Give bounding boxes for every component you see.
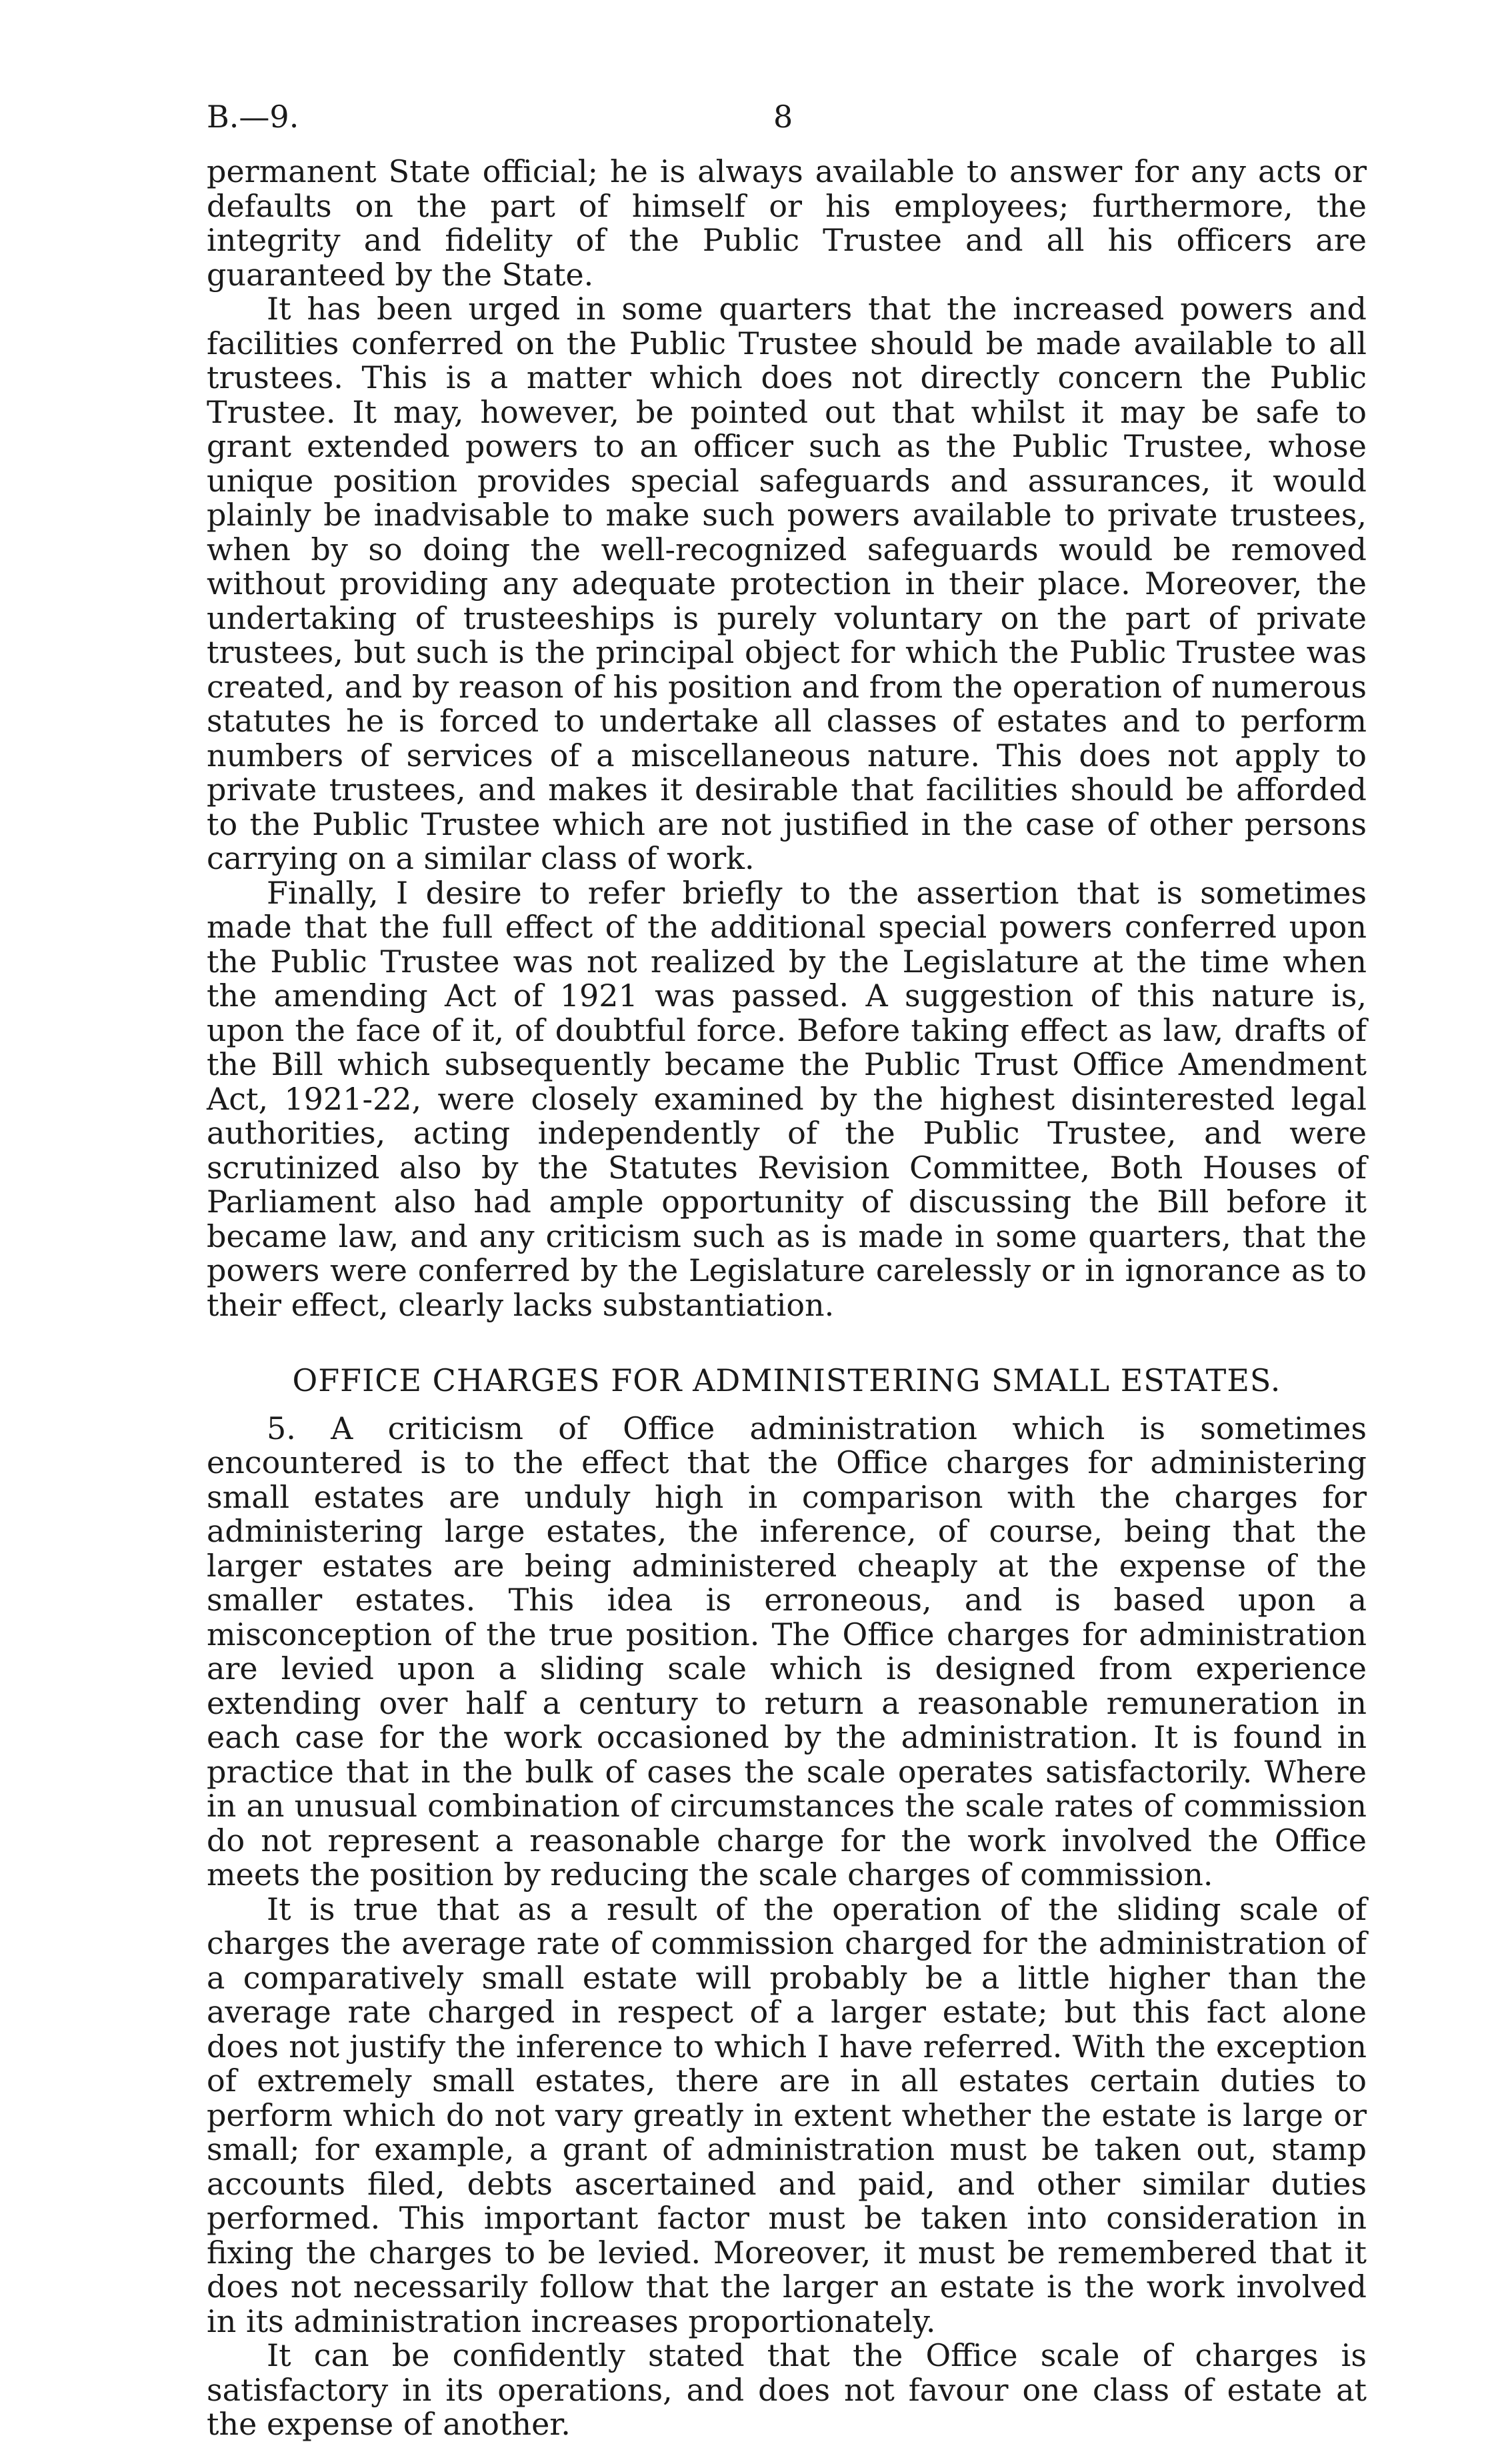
paragraph-private-trustees: It has been urged in some quarters that the increased powers and facilities conferred on the Public Trustee should be made available to all trustees. This is a matter which does not directly concern the Public Trustee. It may, however, be pointed out that whilst it may be safe to grant extended powers to an officer such as the Public Trustee, whose unique position provides special safeguards and assurances, it would plainly be inadvisable to make such powers available to private trustees, when by so doing the well-recognized safeguards would be removed without providing any adequate protection in their place. Moreover, the undertaking of trusteeships is purely voluntary on the part of private trustees, but such is the principal object for which the Public Trustee was created, and by reason of his position and from the operation of numerous statutes he is forced to undertake all classes of estates and to perform numbers of services of a miscellaneous nature. This does not apply to private trustees, and makes it desirable that facilities should be afforded to the Public Trustee which are not justified in the case of other persons carrying on a similar class of work. [207, 291, 1367, 876]
paragraph-office-charges: 5. A criticism of Office administration which is sometimes encountered is to the effect that the Office charges for administering small estates are unduly high in comparison with the charges for administering large estates, the inference, of course, being that the larger estates are being administered cheaply at the expense of the smaller estates. This idea is erroneous, and is based upon a misconception of the true position. The Office charges for administration are levied upon a sliding scale which is designed from experience extending over half a century to return a reasonable remuneration in each case for the work occasioned by the administration. It is found in practice that in the bulk of cases the scale operates satisfactorily. Where in an unusual combination of circumstances the scale rates of commission do not represent a reasonable charge for the work involved the Office meets the position by reducing the scale charges of commission. [207, 1410, 1367, 1893]
section-heading: OFFICE CHARGES FOR ADMINISTERING SMALL ESTATES. [292, 1362, 1281, 1398]
document-reference: B.—9. [207, 99, 299, 135]
running-header [207, 93, 1367, 140]
paragraph-legislature: Finally, I desire to refer briefly to the assertion that is sometimes made that the full effect of the additional special powers conferred upon the Public Trustee was not realized by the Legislature at the time when the amending Act of 1921 was passed. A suggestion of this nature is, upon the face of it, of doubtful force. Before taking effect as law, drafts of the Bill which subsequently became the Public Trust Office Amendment Act, 1921-22, were closely examined by the highest disinterested legal authorities, acting independently of the Public Trustee, and were scrutinized also by the Statutes Revision Committee, Both Houses of Parliament also had ample opportunity of discussing the Bill before it became law, and any criticism such as is made in some quarters, that the powers were conferred by the Legislature carelessly or in ignorance as to their effect, clearly lacks substantiation. [207, 874, 1367, 1323]
page-number: 8 [773, 99, 793, 135]
paragraph-conclusion: It can be confidently stated that the Office scale of charges is satisfactory in its operations, and does not favour one class of estate at the expense of another. [207, 2337, 1367, 2442]
paragraph-sliding-scale: It is true that as a result of the operation of the sliding scale of charges the average rate of commission charged for the administration of a comparatively small estate will probably be a little higher than the average rate charged in respect of a larger estate; but this fact alone does not justify the inference to which I have referred. With the exception of extremely small estates, there are in all estates certain duties to perform which do not vary greatly in extent whether the estate is large or small; for example, a grant of administration must be taken out, stamp accounts filed, debts ascertained and paid, and other similar duties performed. This important factor must be taken into consideration in fixing the charges to be levied. Moreover, it must be remembered that it does not necessarily follow that the larger an estate is the work involved in its administration increases proportionately. [207, 1891, 1367, 2339]
body-text [207, 155, 1367, 2442]
paragraph-continued: permanent State official; he is always available to answer for any acts or defaults on the part of himself or his employees; furthermore, the integrity and fidelity of the Public Trustee and all his officers are guaranteed by the State. [207, 153, 1367, 293]
